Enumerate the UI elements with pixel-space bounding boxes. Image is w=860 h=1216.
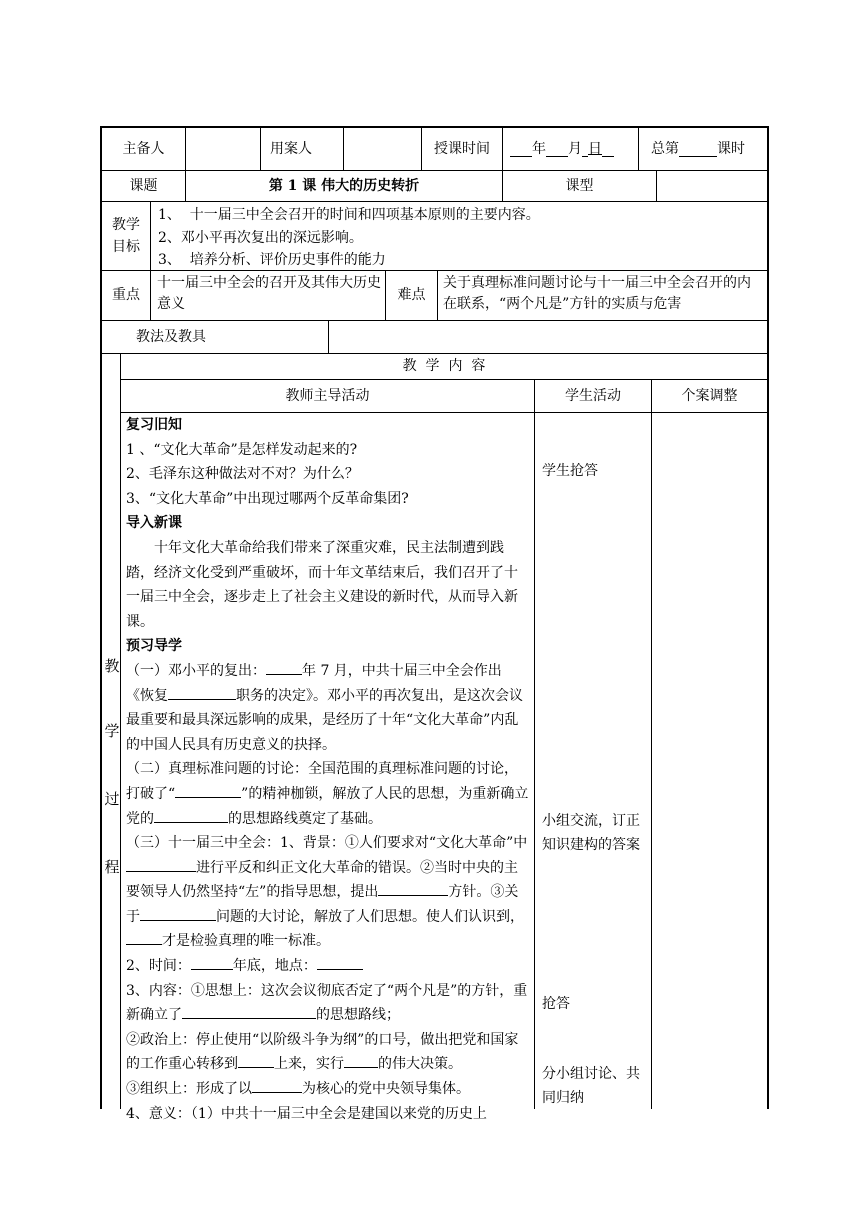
goal-item: 1、 十一届三中全会召开的时间和四项基本原则的主要内容。: [158, 207, 540, 223]
sidebar-char: 教: [104, 657, 120, 675]
intro-text: 十年文化大革命给我们带来了深重灾难，民主法制遭到践踏，经济文化受到严重破坏，而十年文革结束后，我们召开了十一届三中全会，逐步走上了社会主义建设的新时代，从而导入新课。: [126, 539, 518, 630]
col-header-teacher: 教师主导活动: [285, 387, 370, 404]
keypoint-text: 十一届三中全会的召开及其伟大历史意义: [157, 275, 381, 312]
adjustment-column: [652, 413, 767, 1107]
topic-label: 课题: [129, 177, 158, 194]
preview-item-7: ③组织上：形成了以 为核心的党中央领导集体。: [126, 1077, 529, 1102]
col-header-adjust: 个案调整: [681, 387, 738, 404]
preview-item-8: 4、意义：（1）中共十一届三中全会是建国以来党的历史上: [126, 1105, 487, 1122]
preview-item-4: 2、时间： 年底，地点：: [126, 954, 529, 979]
goal-item: 3、 培养分析、评价历史事件的能力: [158, 252, 386, 268]
sidebar-char: 程: [104, 858, 120, 876]
intro-heading: 导入新课: [126, 515, 182, 532]
date-field: 年 月 日: [510, 128, 638, 170]
keypoint-label: 重点: [112, 287, 140, 303]
student-activity: 抢答: [542, 996, 570, 1012]
content-title: 教 学 内 容: [402, 358, 486, 374]
goals-label: 教学 目标: [112, 217, 140, 255]
preview-item-1: （一）邓小平的复出： 年 7 月，中共十届三中全会作出《恢复 职务的决定》。邓小平的再次复出，是这次会议最重要和最具深远影响的成果，是经历了十年“文化大革命”内乱的中国人民具有历史意义的抉择。: [126, 659, 529, 757]
preview-item-5: 3、内容：①思想上：这次会议彻底否定了“两个凡是”的方针，重新确立了 的思想路线；: [126, 982, 528, 1024]
preparer-value: [186, 128, 260, 170]
lesson-title: 第 1 课 伟大的历史转折: [268, 177, 420, 194]
review-question: 2、毛泽东这种做法对不对？为什么？: [126, 466, 359, 483]
goal-item: 2、邓小平再次复出的深远影响。: [158, 229, 363, 246]
col-header-student: 学生活动: [565, 387, 621, 404]
sidebar-char: 过: [104, 790, 120, 808]
sidebar-char: 学: [104, 722, 120, 740]
review-heading: 复习旧知: [126, 417, 182, 433]
goals-list: [158, 204, 758, 270]
preview-item-2: （二）真理标准问题的讨论：全国范围的真理标准问题的讨论，打破了“ ”的精神枷锁，解放了人民的思想，为重新确立党的 的思想路线奠定了基础。: [126, 761, 529, 827]
user-value: [344, 128, 421, 170]
review-question: 3、“文化大革命”中出现过哪两个反革命集团?: [126, 490, 409, 507]
user-label: 用案人: [270, 140, 312, 157]
preview-item-6: ②政治上：停止使用“以阶级斗争为纲”的口号，做出把党和国家的工作重心转移到 上来，实行 的伟大决策。: [126, 1031, 519, 1073]
student-activity: 学生抢答: [542, 463, 598, 479]
methods-label: 教法及教具: [136, 328, 206, 345]
difficulty-text: 关于真理标准问题讨论与十一届三中全会召开的内在联系，“两个凡是”方针的实质与危害: [443, 275, 751, 312]
lesson-type-label: 课型: [565, 177, 594, 194]
difficulty-label: 难点: [397, 287, 426, 303]
student-activity: 小组交流，订正知识建构的答案: [542, 813, 640, 853]
total-lessons-field: 总第 课时: [651, 140, 745, 157]
preview-heading: 预习导学: [126, 638, 182, 655]
student-activity: 分小组讨论、共同归纳: [542, 1066, 640, 1106]
review-question: 1 、“文化大革命”是怎样发动起来的?: [126, 441, 358, 458]
time-label: 授课时间: [434, 140, 490, 157]
preview-item-3: （三）十一届三中全会：1、背景：①人们要求对“文化大革命”中进行平反和纠正文化大革命的错误。②当时中央的主要领导人仍然坚持“左”的指导思想，提出 方针。③关于 问题的大讨论，解放了人们思想。使人们认识到，才是检验真理的唯一标准。: [126, 835, 528, 950]
preparer-label: 主备人: [122, 140, 165, 157]
methods-value: [329, 321, 767, 353]
teacher-activity: [126, 413, 529, 1122]
